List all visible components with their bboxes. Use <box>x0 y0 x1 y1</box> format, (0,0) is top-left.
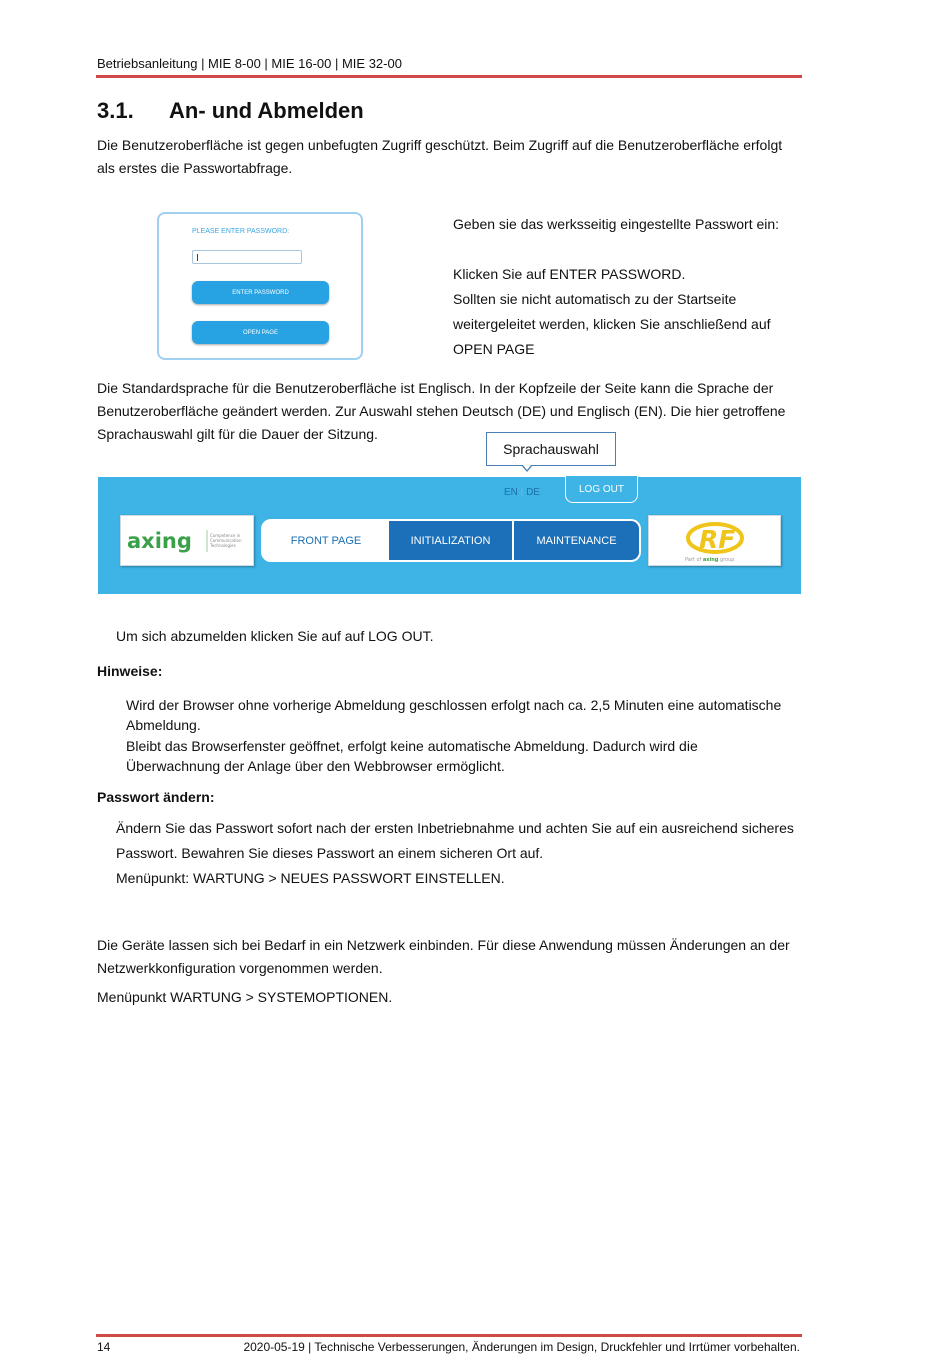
axing-wordmark: axing <box>127 529 192 553</box>
callout-pointer-fill <box>522 464 532 470</box>
password-change-text-2: Passwort. Bewahren Sie dieses Passwort an einem sicheren Ort auf. <box>116 845 544 861</box>
logout-button[interactable]: LOG OUT <box>565 476 638 503</box>
rf-wordmark: RF <box>699 525 736 554</box>
open-page-button[interactable]: OPEN PAGE <box>192 321 329 344</box>
footer-rule <box>96 1334 802 1337</box>
axing-tagline: Competence in Communication Technologies <box>210 533 242 548</box>
section-heading <box>97 98 364 124</box>
main-tabs <box>261 519 641 562</box>
instruction-enter-password: Geben sie das werksseitig eingestellte Passwort ein: <box>453 216 780 232</box>
language-switch <box>504 487 540 498</box>
password-input[interactable] <box>192 250 302 264</box>
section-title: An- und Abmelden <box>169 98 364 123</box>
rf-logo <box>648 515 781 566</box>
password-change-menu: Menüpunkt: WARTUNG > NEUES PASSWORT EINSTELLEN. <box>116 870 505 886</box>
tab-initialization[interactable]: INITIALIZATION <box>389 521 514 560</box>
instruction-redirect-1: Sollten sie nicht automatisch zu der Startseite <box>453 291 737 307</box>
tab-front-page[interactable]: FRONT PAGE <box>263 521 389 560</box>
axing-logo-icon <box>121 516 253 565</box>
language-paragraph: Die Standardsprache für die Benutzeroberfläche ist Englisch. In der Kopfzeile der Seite kann die Sprache der Benutzeroberfläche geändert werden. Zur Auswahl stehen Deutsch (DE) und Englisch (EN). Die hier getroffene Sprachauswahl gilt für die Dauer der Sitzung. <box>97 380 786 442</box>
section-number: 3.1. <box>97 98 134 123</box>
tab-maintenance[interactable]: MAINTENANCE <box>514 521 639 560</box>
password-prompt-label: PLEASE ENTER PASSWORD: <box>192 228 290 235</box>
lang-en-link[interactable]: EN <box>504 487 518 498</box>
rf-tagline: Part of axing group <box>685 557 735 563</box>
enter-password-button[interactable]: ENTER PASSWORD <box>192 281 329 304</box>
logout-paragraph: Um sich abzumelden klicken Sie auf auf LOG OUT. <box>116 628 434 644</box>
password-dialog <box>157 212 363 360</box>
footer-note: 2020-05-19 | Technische Verbesserungen, Änderungen im Design, Druckfehler und Irrtümer vorbehalten. <box>243 1340 800 1354</box>
network-menu: Menüpunkt WARTUNG > SYSTEMOPTIONEN. <box>97 989 393 1005</box>
axing-logo <box>120 515 254 566</box>
note-browser-open: Bleibt das Browserfenster geöffnet, erfolgt keine automatische Abmeldung. Dadurch wird die Überwachnung der Anlage über den Webbrowser ermöglicht. <box>126 738 698 774</box>
lang-de-link[interactable]: DE <box>526 487 540 498</box>
page-number: 14 <box>97 1340 111 1354</box>
instruction-click-enter: Klicken Sie auf ENTER PASSWORD. <box>453 266 686 282</box>
notes-heading: Hinweise: <box>97 663 163 679</box>
instruction-open-page: OPEN PAGE <box>453 341 535 357</box>
web-ui-navbar <box>98 477 801 594</box>
language-callout: Sprachauswahl <box>486 432 616 466</box>
instruction-redirect-2: weitergeleitet werden, klicken Sie anschließend auf <box>453 316 771 332</box>
password-change-heading: Passwort ändern: <box>97 789 215 805</box>
document-header: Betriebsanleitung | MIE 8-00 | MIE 16-00 | MIE 32-00 <box>97 56 402 71</box>
rf-logo-icon <box>649 516 780 565</box>
lang-separator: | <box>520 487 524 498</box>
intro-paragraph: Die Benutzeroberfläche ist gegen unbefugten Zugriff geschützt. Beim Zugriff auf die Benutzeroberfläche erfolgt als erstes die Passwortabfrage. <box>97 137 783 176</box>
note-auto-logout: Wird der Browser ohne vorherige Abmeldung geschlossen erfolgt nach ca. 2,5 Minuten eine automatische Abmeldung. <box>126 697 782 733</box>
network-paragraph: Die Geräte lassen sich bei Bedarf in ein Netzwerk einbinden. Für diese Anwendung müssen Änderungen an der Netzwerkkonfiguration vorgenommen werden. <box>97 937 790 976</box>
header-rule <box>96 75 802 78</box>
password-change-text-1: Ändern Sie das Passwort sofort nach der ersten Inbetriebnahme und achten Sie auf ein ausreichend sicheres <box>116 820 794 836</box>
